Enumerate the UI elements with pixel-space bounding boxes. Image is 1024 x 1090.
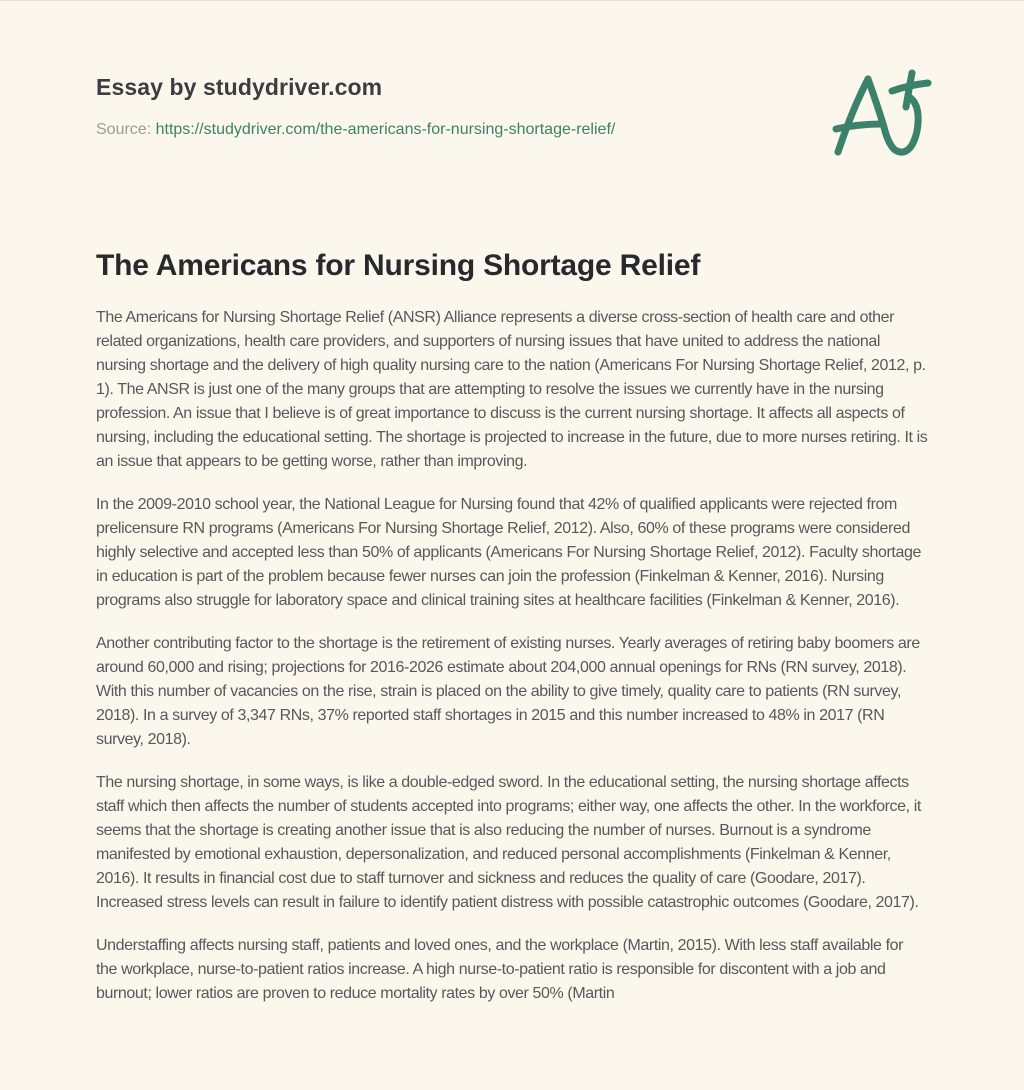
essay-paragraphs	[96, 306, 928, 1006]
essay-header	[96, 1, 928, 141]
essay-paragraph: Understaffing affects nursing staff, patients and loved ones, and the workplace (Martin, 2015). With less staff available for the workplace, nurse-to-patient ratios increase. A high nurse-to-patient ratio is responsible for discontent with a job and burnout; lower ratios are proven to reduce mortality rates by over 50% (Martin	[96, 937, 904, 1003]
essay-page	[0, 1, 1024, 1090]
essay-paragraph: The Americans for Nursing Shortage Relief (ANSR) Alliance represents a diverse cross-section of health care and other related organizations, health care providers, and supporters of nursing issues that have united to address the national nursing shortage and the delivery of high quality nursing care to the nation (Americans For Nursing Shortage Relief, 2012, p. 1). The ANSR is just one of the many groups that are attempting to resolve the issues we currently have in the nursing profession. An issue that I believe is of great importance to discuss is the current nursing shortage. It affects all aspects of nursing, including the educational setting. The shortage is projected to increase in the future, due to more nurses retiring. It is an issue that appears to be getting worse, rather than improving.	[96, 309, 928, 471]
header-title: Essay by studydriver.com	[96, 74, 383, 100]
essay-paragraph: In the 2009-2010 school year, the National League for Nursing found that 42% of qualified applicants were rejected from prelicensure RN programs (Americans For Nursing Shortage Relief, 2012). Also, 60% of these programs were considered highly selective and accepted less than 50% of applicants (Americans For Nursing Shortage Relief, 2012). Faculty shortage in education is part of the problem because fewer nurses can join the profession (Finkelman & Kenner, 2016). Nursing programs also struggle for laboratory space and clinical training sites at healthcare facilities (Finkelman & Kenner, 2016).	[96, 496, 921, 610]
essay-paragraph: Another contributing factor to the shortage is the retirement of existing nurses. Yearly averages of retiring baby boomers are around 60,000 and rising; projections for 2016-2026 estimate about 204,000 annual openings for RNs (RN survey, 2018). With this number of vacancies on the rise, strain is placed on the ability to give timely, quality care to patients (RN survey, 2018). In a survey of 3,347 RNs, 37% reported staff shortages in 2015 and this number increased to 48% in 2017 (RN survey, 2018).	[96, 635, 920, 749]
source-url-link[interactable]: https://studydriver.com/the-americans-for-nursing-shortage-relief/	[155, 120, 616, 138]
a-plus-logo-icon	[824, 65, 934, 161]
source-label: Source:	[96, 120, 152, 138]
studydriver-logo	[824, 65, 934, 161]
essay-paragraph: The nursing shortage, in some ways, is like a double-edged sword. In the educational setting, the nursing shortage affects staff which then affects the number of students accepted into programs; either way, one affects the other. In the workforce, it seems that the shortage is creating another issue that is also reducing the number of nurses. Burnout is a syndrome manifested by emotional exhaustion, depersonalization, and reduced personal accomplishments (Finkelman & Kenner, 2016). It results in financial cost due to staff turnover and sickness and reduces the quality of care (Goodare, 2017). Increased stress levels can result in failure to identify patient distress with possible catastrophic outcomes (Goodare, 2017).	[96, 774, 921, 912]
essay-body	[96, 247, 928, 1007]
essay-title: The Americans for Nursing Shortage Relief	[96, 248, 701, 282]
source-line	[96, 119, 928, 141]
